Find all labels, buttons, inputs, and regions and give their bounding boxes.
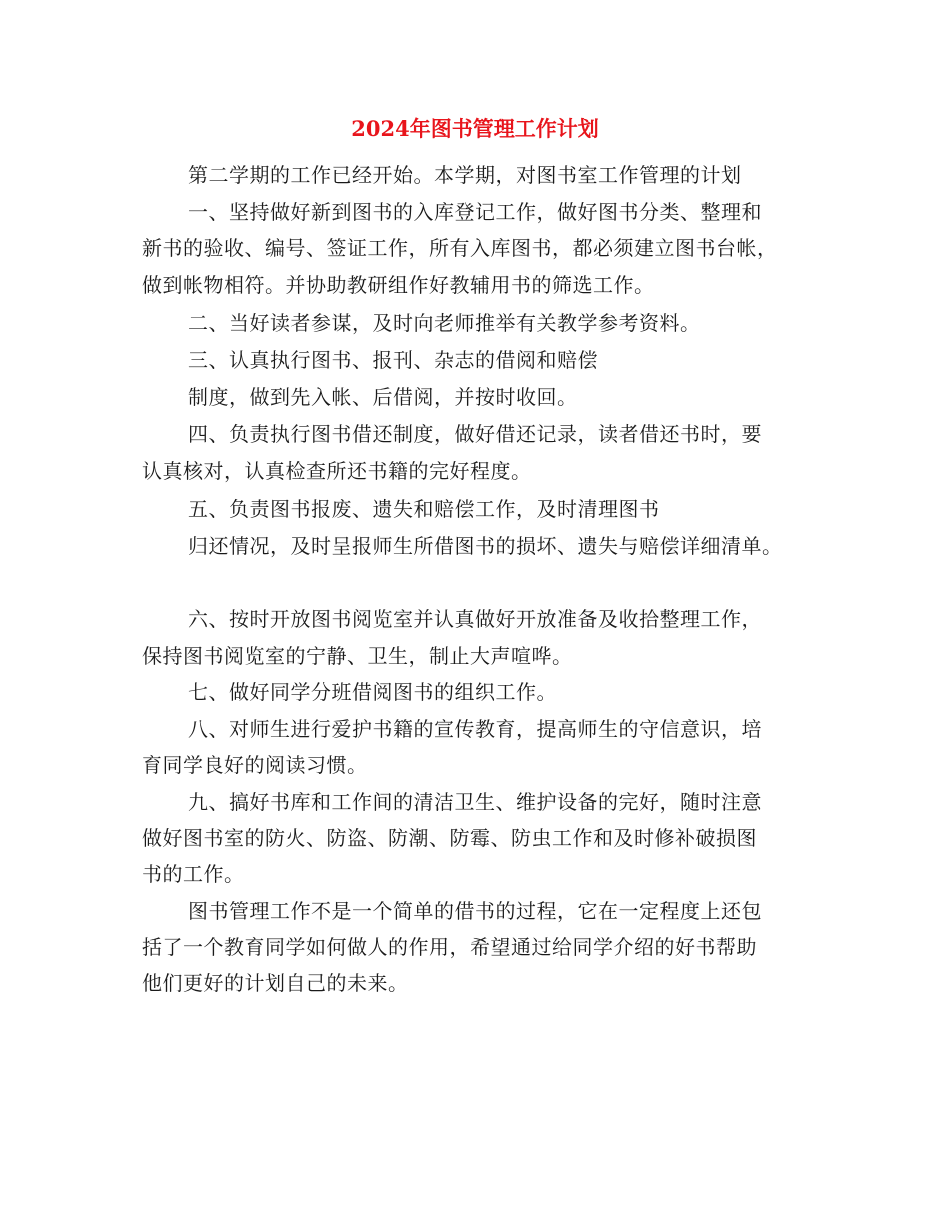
paragraph-line: 四、负责执行图书借还制度，做好借还记录，读者借还书时，要 (188, 422, 762, 446)
paragraph-line: 三、认真执行图书、报刊、杂志的借阅和赔偿 (188, 348, 598, 372)
paragraph-line: 第二学期的工作已经开始。本学期，对图书室工作管理的计划 (188, 163, 742, 187)
paragraph-line: 括了一个教育同学如何做人的作用，希望通过给同学介绍的好书帮助 (142, 935, 757, 959)
document-title: 2024年图书管理工作计划 (351, 116, 599, 141)
paragraph-line: 一、坚持做好新到图书的入库登记工作，做好图书分类、整理和 (188, 200, 762, 224)
paragraph-line: 认真核对，认真检查所还书籍的完好程度。 (142, 459, 532, 483)
paragraph-line: 五、负责图书报废、遗失和赔偿工作，及时清理图书 (188, 497, 660, 521)
paragraph-line: 书的工作。 (142, 862, 245, 886)
paragraph-line: 做到帐物相符。并协助教研组作好教辅用书的筛选工作。 (142, 273, 655, 297)
paragraph-line: 图书管理工作不是一个简单的借书的过程，它在一定程度上还包 (188, 899, 762, 923)
paragraph-line: 新书的验收、编号、签证工作，所有入库图书，都必须建立图书台帐， (142, 236, 778, 260)
paragraph-line: 他们更好的计划自己的未来。 (142, 971, 409, 995)
paragraph-line: 八、对师生进行爱护书籍的宣传教育，提高师生的守信意识，培 (188, 717, 762, 741)
paragraph-line: 育同学良好的阅读习惯。 (142, 753, 368, 777)
paragraph-line: 九、搞好书库和工作间的清洁卫生、维护设备的完好，随时注意 (188, 790, 762, 814)
paragraph-line: 七、做好同学分班借阅图书的组织工作。 (188, 680, 557, 704)
paragraph-line: 制度，做到先入帐、后借阅，并按时收回。 (188, 385, 578, 409)
paragraph-line: 归还情况，及时呈报师生所借图书的损坏、遗失与赔偿详细清单。 (188, 534, 783, 558)
paragraph-line: 做好图书室的防火、防盗、防潮、防霉、防虫工作和及时修补破损图 (142, 826, 757, 850)
paragraph-line: 二、当好读者参谋，及时向老师推举有关教学参考资料。 (188, 311, 701, 335)
paragraph-line: 保持图书阅览室的宁静、卫生，制止大声喧哗。 (142, 644, 573, 668)
paragraph-line: 六、按时开放图书阅览室并认真做好开放准备及收拾整理工作， (188, 607, 762, 631)
